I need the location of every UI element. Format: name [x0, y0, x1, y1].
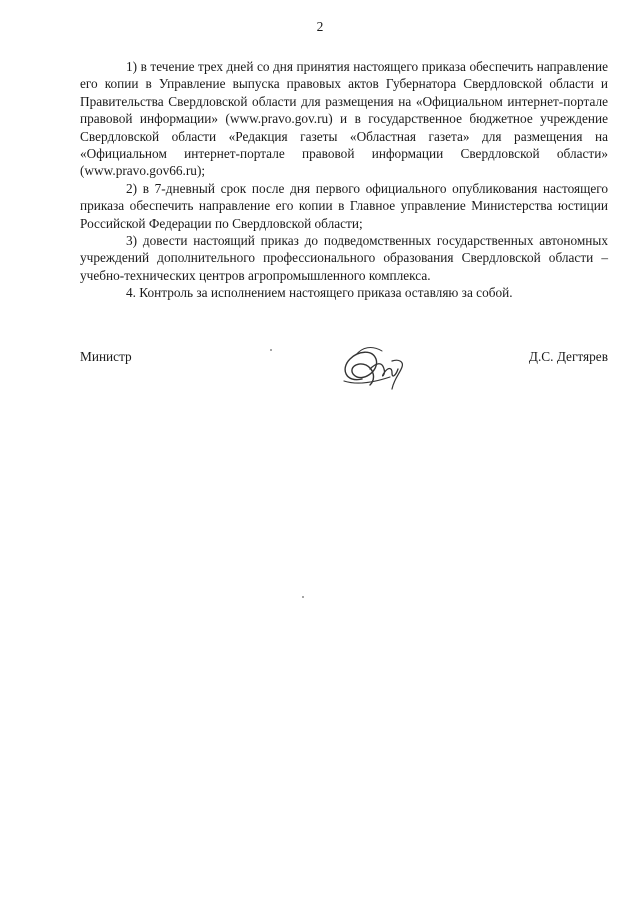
handwritten-signature — [332, 339, 412, 397]
paragraph-item-4: 4. Контроль за исполнением настоящего приказа оставляю за собой. — [126, 285, 513, 301]
paragraph-item-3: 3) довести настоящий приказ до подведомственных государственных автономных учреждений дополнительного профессионального образования Свердловской области – учебно-технических центров агропромышленного комплекса. — [80, 233, 608, 283]
signature-block — [80, 349, 608, 409]
page-number: 2 — [316, 19, 324, 34]
paragraph-item-1: 1) в течение трех дней со дня принятия настоящего приказа обеспечить направление его копии в Управление выпуска правовых актов Губернатора Свердловской области и Правительства Свердловской области для размещения на «Официальном интернет-портале правовой информации» (www.pravo.gov.ru) и в государственное бюджетное учреждение Свердловской области «Редакция газеты «Областная газета» для размещения на «Официальном интернет-портале правовой информации Свердловской области» (www.pravo.gov66.ru); — [80, 59, 608, 179]
scan-speck — [302, 596, 304, 598]
scan-speck — [270, 349, 272, 351]
signatory-title: Министр — [80, 349, 132, 364]
signatory-name: Д.С. Дегтярев — [528, 349, 608, 364]
document-body — [80, 58, 608, 302]
paragraph-item-2: 2) в 7-дневный срок после дня первого официального опубликования настоящего приказа обеспечить направление его копии в Главное управление Министерства юстиции Российской Федерации по Свердловской области; — [80, 180, 608, 231]
